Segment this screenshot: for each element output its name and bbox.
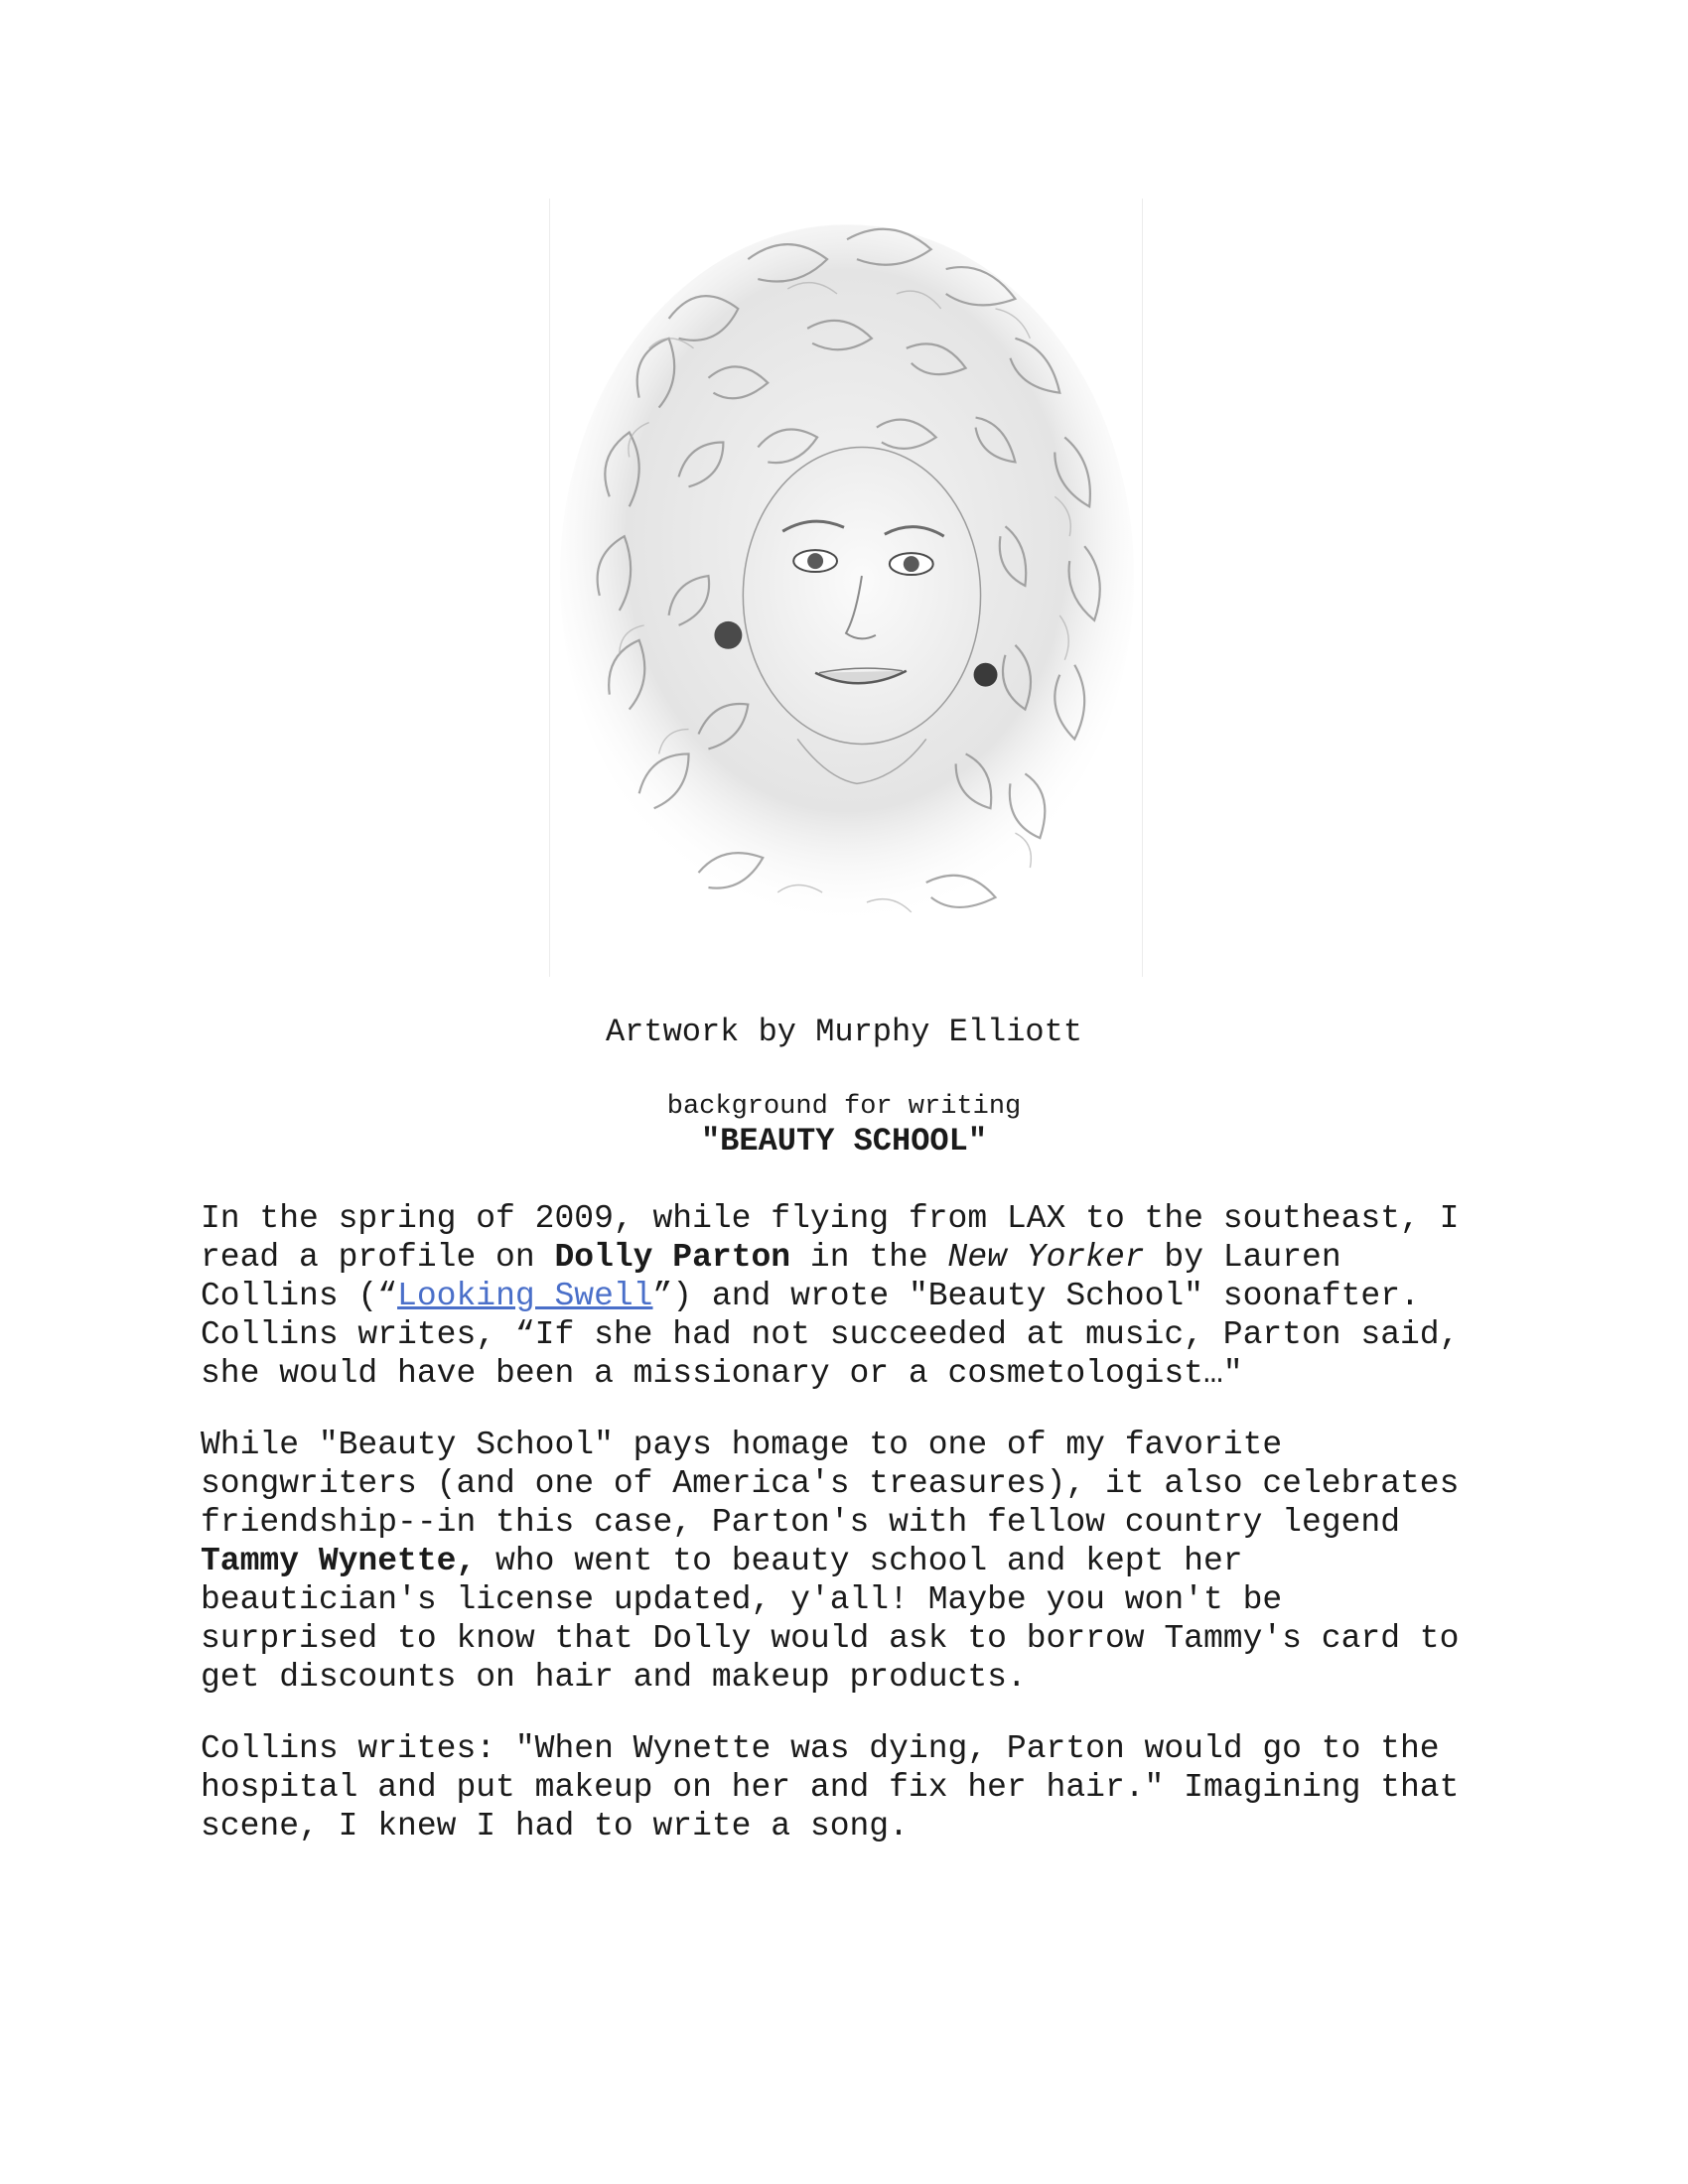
subtitle: background for writing xyxy=(666,1092,1022,1122)
p1-line-1: In the spring of 2009, while flying from LAX to the southeast, I xyxy=(201,1200,1460,1237)
p3-line-1: Collins writes: "When Wynette was dying, Parton would go to the xyxy=(201,1730,1440,1767)
new-yorker-title: New Yorker xyxy=(947,1239,1145,1276)
p2-line-2: songwriters (and one of America's treasures), it also celebrates xyxy=(201,1465,1460,1502)
p2-line-3: friendship--in this case, Parton's with fellow country legend xyxy=(201,1504,1400,1541)
paragraph-3 xyxy=(201,1729,1511,1845)
pencil-portrait-illustration xyxy=(550,199,1142,977)
p2-line-4b: who went to beauty school and kept her xyxy=(476,1543,1243,1579)
dolly-parton-name: Dolly Parton xyxy=(554,1239,791,1276)
p1-line-2e: by Lauren xyxy=(1144,1239,1341,1276)
artwork-credit: Artwork by Murphy Elliott xyxy=(605,1014,1083,1050)
tammy-wynette-name: Tammy Wynette, xyxy=(201,1543,477,1579)
p1-line-3b: ”) and wrote "Beauty School" soonafter. xyxy=(652,1278,1420,1314)
paragraph-1 xyxy=(201,1199,1511,1393)
portrait-artwork xyxy=(549,199,1143,977)
p2-line-6: surprised to know that Dolly would ask to borrow Tammy's card to xyxy=(201,1620,1460,1657)
looking-swell-link[interactable]: Looking Swell xyxy=(397,1278,653,1314)
document-title: "BEAUTY SCHOOL" xyxy=(700,1123,988,1160)
p2-line-5: beautician's license updated, y'all! Maybe you won't be xyxy=(201,1581,1283,1618)
p1-line-3a: Collins (“ xyxy=(201,1278,398,1314)
p1-line-2c: in the xyxy=(790,1239,948,1276)
p1-line-2a: read a profile on xyxy=(201,1239,555,1276)
paragraph-2 xyxy=(201,1426,1511,1697)
p3-line-2: hospital and put makeup on her and fix her hair." Imagining that xyxy=(201,1769,1460,1806)
p2-line-7: get discounts on hair and makeup products. xyxy=(201,1659,1027,1696)
p2-line-1: While "Beauty School" pays homage to one of my favorite xyxy=(201,1427,1283,1463)
p3-line-3: scene, I knew I had to write a song. xyxy=(201,1808,909,1844)
p1-line-4: Collins writes, “If she had not succeeded at music, Parton said, xyxy=(201,1316,1460,1353)
p1-line-5: she would have been a missionary or a cosmetologist…" xyxy=(201,1355,1243,1392)
